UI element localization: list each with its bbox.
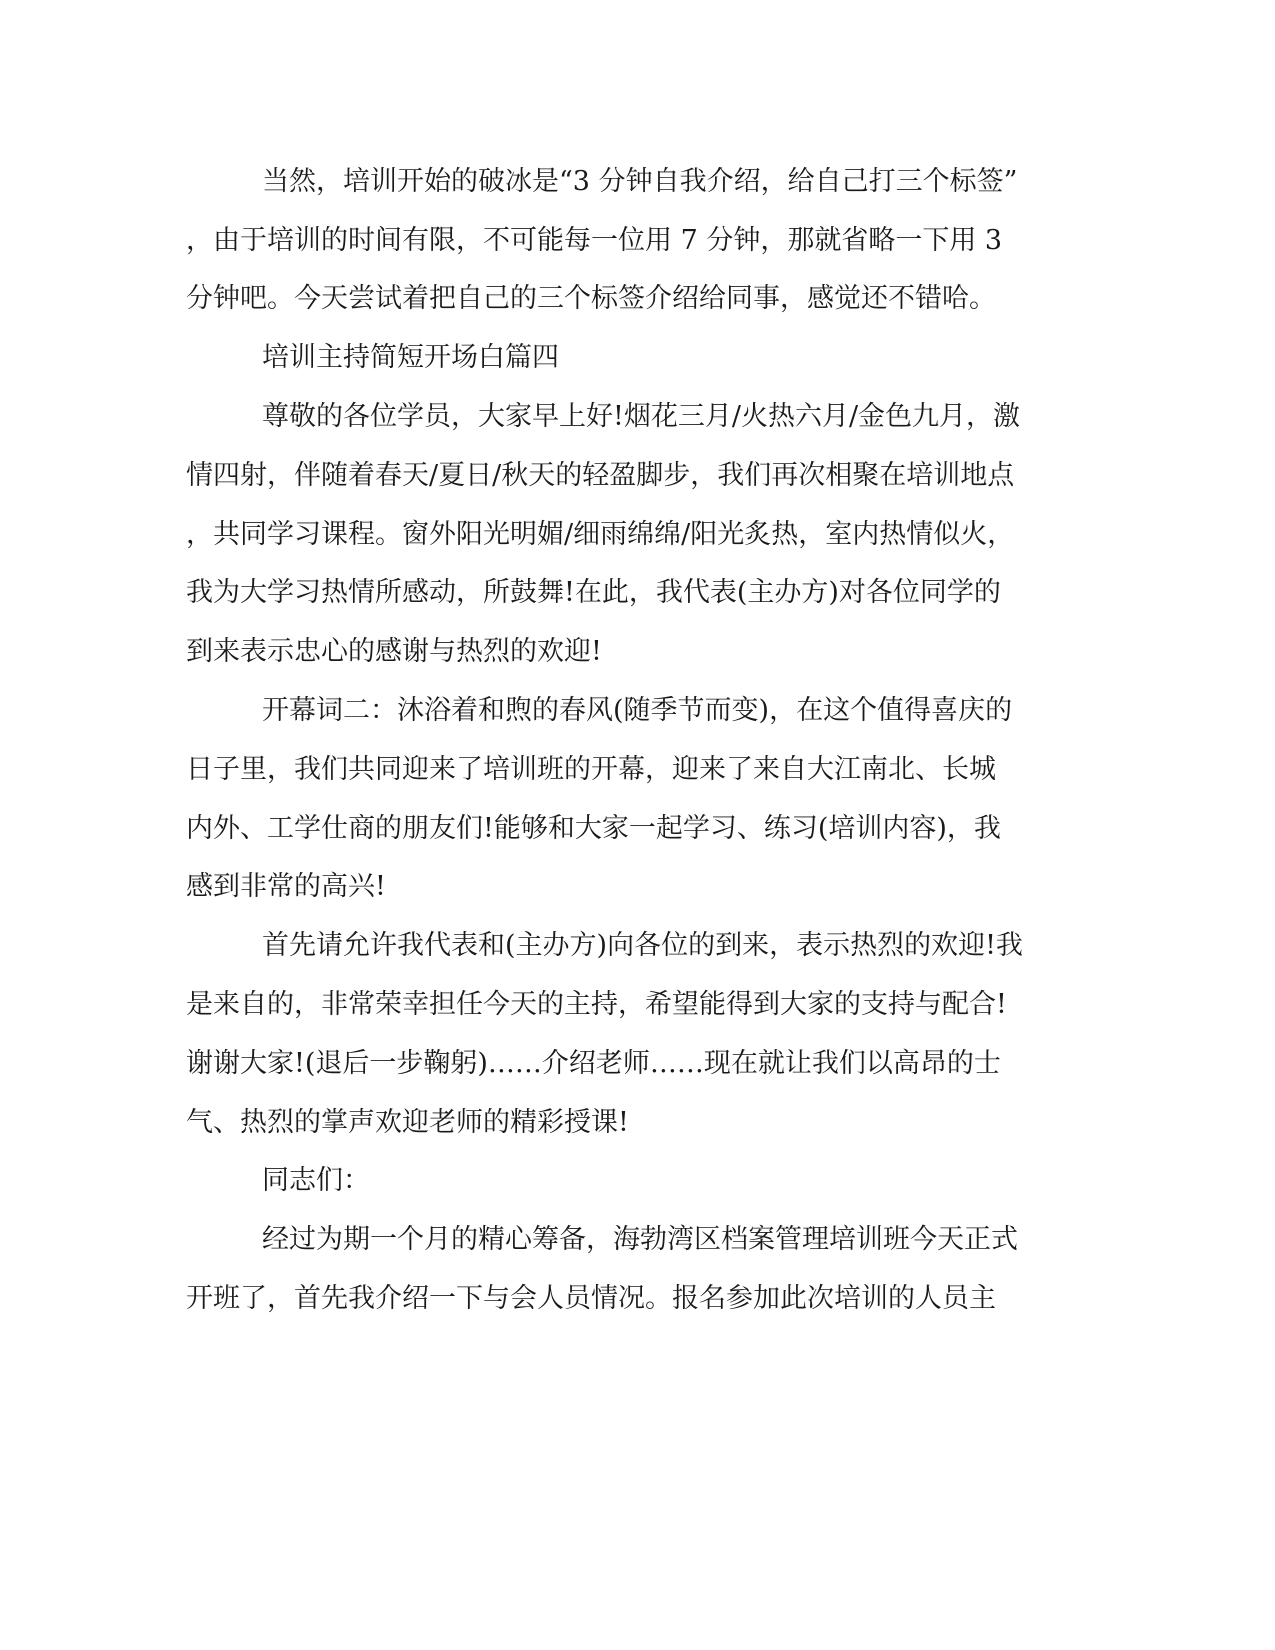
text-line: ，共同学习课程。窗外阳光明媚/细雨绵绵/阳光炙热，室内热情似火， [186,519,1015,550]
text-line: 同志们： [262,1165,370,1196]
text-line: 感到非常的高兴! [186,871,386,902]
text-line: ，由于培训的时间有限，不可能每一位用 7 分钟，那就省略一下用 3 [186,225,1003,256]
text-line: 我为大学习热情所感动，所鼓舞!在此，我代表(主办方)对各位同学的 [186,577,1001,608]
text-line: 日子里，我们共同迎来了培训班的开幕，迎来了来自大江南北、长城 [186,754,996,785]
text-line: 是来自的，非常荣幸担任今天的主持，希望能得到大家的支持与配合! [186,989,1007,1020]
text-line: 当然，培训开始的破冰是“3 分钟自我介绍，给自己打三个标签” [262,166,1018,197]
text-line: 经过为期一个月的精心筹备，海勃湾区档案管理培训班今天正式 [262,1224,1018,1255]
text-line: 首先请允许我代表和(主办方)向各位的到来，表示热烈的欢迎!我 [262,930,1023,961]
text-line: 情四射，伴随着春天/夏日/秋天的轻盈脚步，我们再次相聚在培训地点 [186,460,1015,491]
text-line: 尊敬的各位学员，大家早上好!烟花三月/火热六月/金色九月，激 [262,401,1021,432]
text-line: 到来表示忠心的感谢与热烈的欢迎! [186,636,602,667]
text-line: 内外、工学仕商的朋友们!能够和大家一起学习、练习(培训内容)，我 [186,813,1001,844]
text-line: 开幕词二：沐浴着和煦的春风(随季节而变)，在这个值得喜庆的 [262,695,1013,726]
text-line: 谢谢大家!(退后一步鞠躬)……介绍老师……现在就让我们以高昂的士 [186,1048,1001,1079]
section-heading: 培训主持简短开场白篇四 [262,342,559,373]
text-line: 气、热烈的掌声欢迎老师的精彩授课! [186,1107,629,1138]
text-line: 开班了，首先我介绍一下与会人员情况。报名参加此次培训的人员主 [186,1283,996,1314]
text-line: 分钟吧。今天尝试着把自己的三个标签介绍给同事，感觉还不错哈。 [186,283,996,314]
